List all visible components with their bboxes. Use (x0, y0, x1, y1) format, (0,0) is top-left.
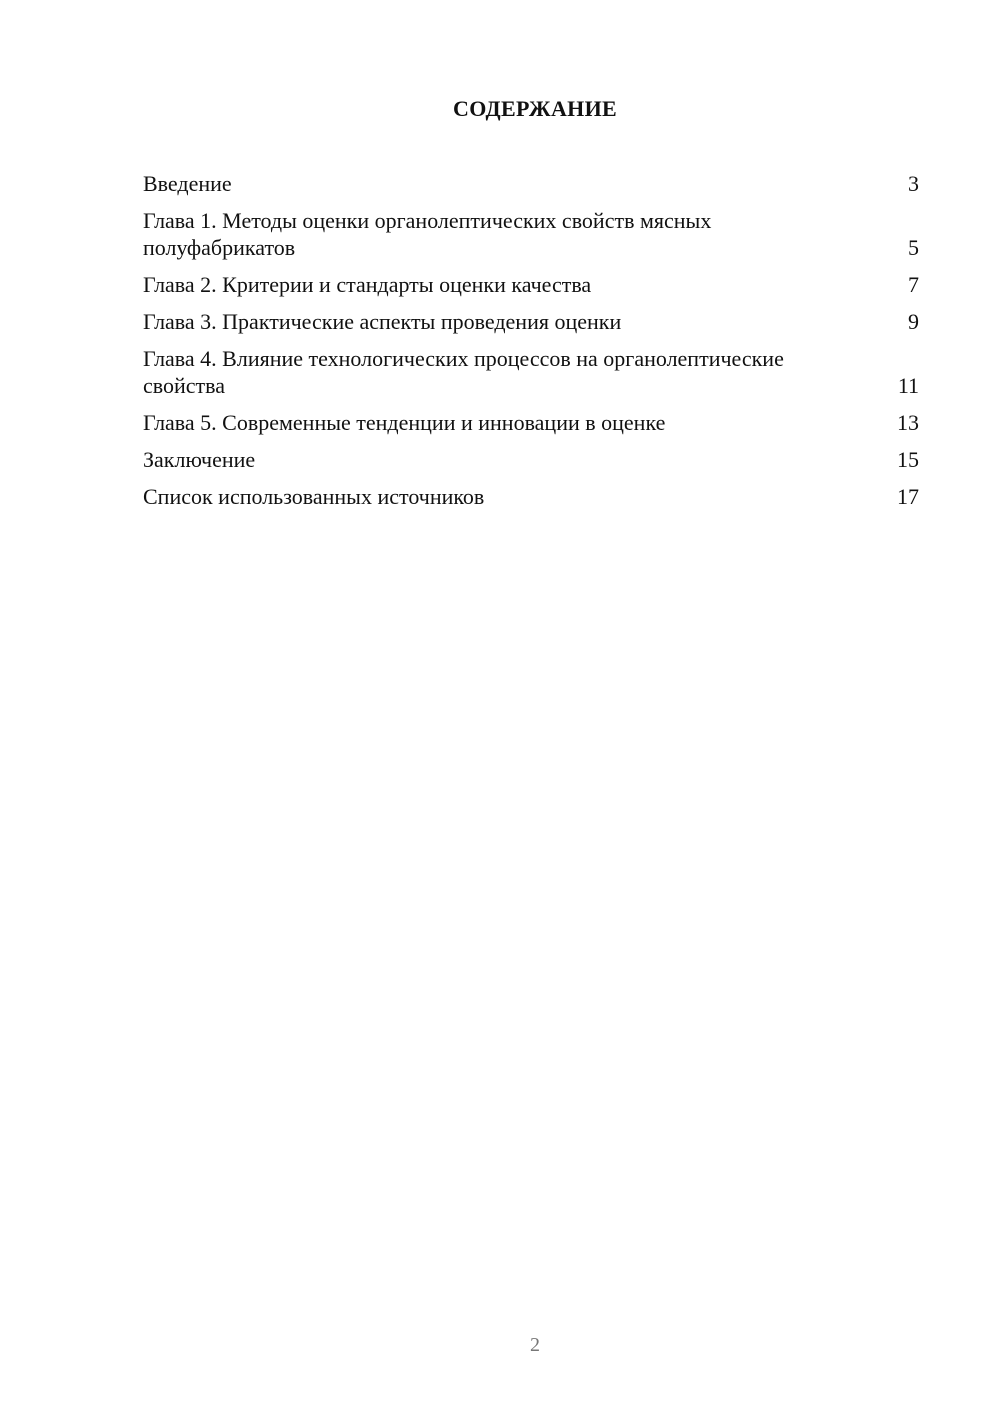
toc-entry-label: Список использованных источников (143, 484, 485, 509)
toc-entry-page: 11 (897, 373, 919, 398)
toc-entry-page: 7 (908, 272, 919, 297)
toc-entry (143, 409, 919, 436)
toc-entry-page: 5 (908, 235, 919, 260)
toc-entry-label: Глава 1. Методы оценки органолептических свойств мясных полуфабрикатов (143, 208, 712, 260)
toc-entry-label: Заключение (143, 447, 256, 472)
toc-entry (143, 308, 919, 335)
toc-entry (143, 170, 919, 197)
toc-entry-page: 9 (908, 309, 919, 334)
toc-entry-page: 17 (897, 484, 919, 509)
table-of-contents (143, 170, 919, 520)
page-number: 2 (530, 1334, 540, 1356)
toc-entry-label: Глава 2. Критерии и стандарты оценки качества (143, 272, 592, 297)
toc-entry-label: Глава 5. Современные тенденции и инновации в оценке (143, 410, 666, 435)
toc-entry-label: Глава 3. Практические аспекты проведения оценки (143, 309, 622, 334)
toc-entry (143, 207, 919, 261)
toc-entry-page: 3 (908, 171, 919, 196)
toc-entry (143, 345, 919, 399)
page-title: СОДЕРЖАНИЕ (453, 96, 617, 121)
toc-entry (143, 446, 919, 473)
toc-entry (143, 271, 919, 298)
toc-entry-label: Введение (143, 171, 232, 196)
toc-entry (143, 483, 919, 510)
toc-entry-page: 15 (897, 447, 919, 472)
toc-entry-page: 13 (897, 410, 919, 435)
toc-entry-label: Глава 4. Влияние технологических процессов на органолептические свойства (143, 346, 784, 398)
